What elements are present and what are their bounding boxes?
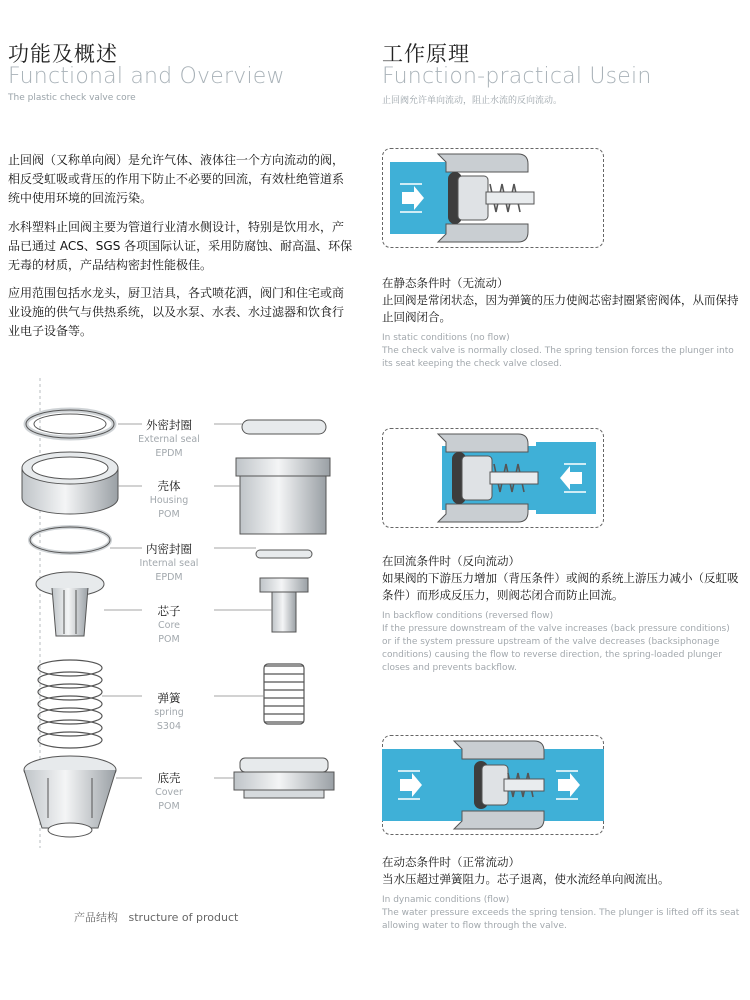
right-subtitle: 止回阀允许单向流动，阻止水流的反向流动。	[382, 96, 563, 106]
part-material: POM	[158, 509, 180, 520]
part-material: S304	[156, 721, 182, 732]
part-label-spring	[124, 690, 214, 734]
part-label-core	[124, 603, 214, 647]
state-backflow-desc: 如果阀的下游压力增加（背压条件）或阀的系统上游压力减小（反虹吸条件）而形成反压力，则阀芯闭合而防止回流。	[382, 571, 739, 602]
state-dynamic-en-desc: The water pressure exceeds the spring tension. The plunger is lifted off its seat allowing water to flow through the valve.	[382, 908, 740, 931]
state-backflow-title: 在回流条件时（反向流动）	[382, 554, 520, 568]
state-static-title: 在静态条件时（无流动）	[382, 276, 509, 290]
state-dynamic-desc: 当水压超过弹簧阻力。芯子退离，使水流经单向阀流出。	[382, 872, 670, 886]
state-dynamic-en-title: In dynamic conditions (flow)	[382, 895, 510, 905]
part-en: External seal	[138, 434, 200, 445]
intro-paragraph-3: 应用范围包括水龙头，厨卫洁具，各式喷花洒，阀门和住宅或商业设施的供气与供热系统，以及水泵、水表、水过滤器和饮食行业电子设备等。	[8, 286, 345, 338]
state-backflow-en-title: In backflow conditions (reversed flow)	[382, 611, 554, 621]
diagram-static-no-flow	[382, 148, 604, 248]
state-static-en-desc: The check valve is normally closed. The spring tension forces the plunger into its seat keeping the check valve closed.	[382, 346, 734, 369]
structure-caption	[74, 909, 238, 925]
part-cn: 内密封圈	[146, 542, 192, 556]
state-static	[382, 275, 740, 371]
part-en: Core	[158, 620, 180, 631]
state-backflow-en-desc: If the pressure downstream of the valve increases (back pressure conditions) or if the system pressure upstream of the valve decreases (backsiphonage conditions) causing the flow to reverse direction, the spring-loaded plunger closes and prevents backflow.	[382, 624, 730, 673]
part-cn: 弹簧	[157, 691, 181, 705]
part-material: POM	[158, 634, 180, 645]
part-en: Cover	[155, 787, 183, 798]
part-label-housing	[124, 478, 214, 522]
part-label-cover	[124, 770, 214, 814]
intro-paragraph-1: 止回阀（又称单向阀）是允许气体、液体往一个方向流动的阀，相反受虹吸或背压的作用下防止不必要的回流，有效杜绝管道系统中使用环境的回流污染。	[8, 153, 345, 205]
structure-caption-cn: 产品结构	[74, 911, 118, 924]
part-material: EPDM	[155, 572, 183, 583]
part-label-external-seal	[124, 417, 214, 461]
part-en: Housing	[149, 495, 189, 506]
part-cn: 底壳	[157, 771, 181, 785]
state-dynamic	[382, 854, 740, 933]
part-material: EPDM	[155, 448, 183, 459]
state-static-en-title: In static conditions (no flow)	[382, 333, 510, 343]
left-title-en: Functional and Overview	[8, 64, 285, 89]
part-label-internal-seal	[124, 541, 214, 585]
diagram-dynamic-flow	[382, 735, 604, 835]
structure-caption-en: structure of product	[128, 911, 239, 924]
part-cn: 外密封圈	[146, 418, 192, 432]
state-backflow	[382, 553, 740, 675]
part-cn: 壳体	[157, 479, 181, 493]
part-cn: 芯子	[157, 604, 181, 618]
part-material: POM	[158, 801, 180, 812]
left-subtitle: The plastic check valve core	[8, 93, 136, 103]
right-title-cn: 工作原理	[382, 42, 470, 66]
intro-paragraph-2: 水科塑料止回阀主要为管道行业清水侧设计，特别是饮用水，产品已通过 ACS、SGS 各项国际认证，采用防腐蚀、耐高温、环保无毒的材质，产品结构密封性能极佳。	[8, 220, 353, 272]
state-dynamic-title: 在动态条件时（正常流动）	[382, 855, 520, 869]
left-title-cn: 功能及概述	[8, 42, 118, 66]
right-title-en: Function-practical Usein	[382, 64, 652, 89]
part-en: spring	[154, 707, 184, 718]
state-static-desc: 止回阀是常闭状态，因为弹簧的压力使阀芯密封圈紧密阀体，从而保持止回阀闭合。	[382, 293, 739, 324]
diagram-backflow	[382, 428, 604, 528]
part-en: Internal seal	[139, 558, 199, 569]
